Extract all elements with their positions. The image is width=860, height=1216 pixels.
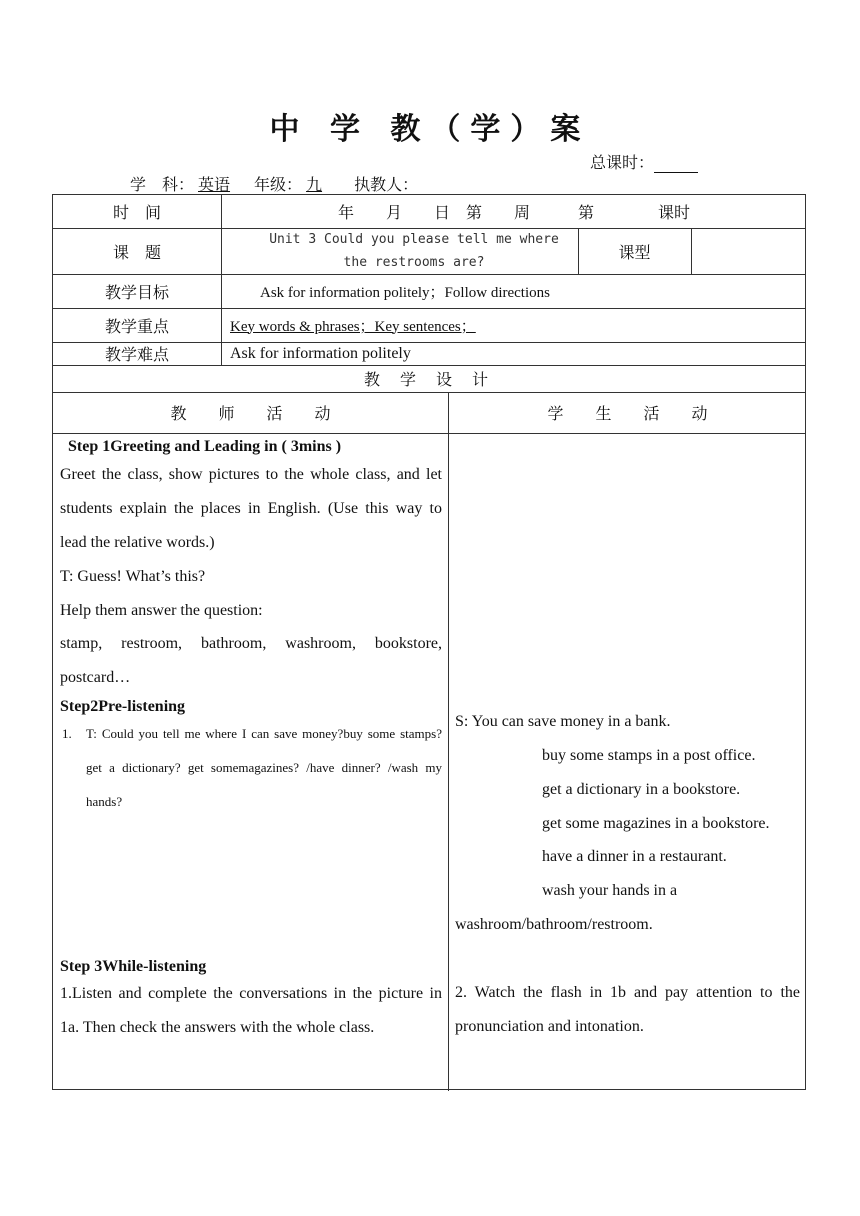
info-line [130, 172, 522, 195]
step2-paragraph: T: Could you tell me where I can save money?buy some stamps? get a dictionary? get somemagazines? /have dinner? /wash my hands? [86, 726, 442, 809]
step3-paragraph: 1.Listen and complete the conversations in the picture in 1a. Then check the answers with the whole class. [60, 985, 442, 1036]
grade-label: 年级： [254, 177, 303, 194]
student-answer: S: You can save money in a bank. [455, 713, 671, 730]
topic-label: 课 题 [112, 244, 161, 262]
step3-title: Step 3While-listening [60, 958, 207, 975]
student-answer: washroom/bathroom/restroom. [455, 916, 653, 933]
difficult-value: Ask for information politely [230, 344, 411, 362]
row-divider [53, 433, 805, 434]
key-value: Key words & phrases；Key sentences； [230, 318, 476, 335]
student-column-header: 学 生 活 动 [547, 406, 708, 423]
student-answer: get a dictionary in a bookstore. [542, 781, 741, 798]
time-label: 时 间 [112, 205, 161, 222]
design-header: 教 学 设 计 [363, 372, 496, 389]
step1-paragraph: Greet the class, show pictures to the whole class, and let students explain the places in English. (Use this way to lead the relative words.) [60, 466, 442, 551]
step1-question: T: Guess! What’s this? [60, 568, 206, 585]
difficult-label: 教学难点 [104, 347, 169, 364]
step2-title: Step2Pre-listening [60, 698, 186, 715]
col-divider [691, 228, 692, 274]
grade-value: 九 [306, 177, 323, 194]
step2-number: 1. [62, 726, 72, 741]
student-activity-2: 2. Watch the flash in 1b and pay attention to the pronunciation and intonation. [455, 984, 800, 1035]
time-value: 年 月 日 第 周 第 课时 [337, 205, 690, 222]
lesson-plan-table [52, 194, 806, 1090]
teacher-blank [418, 180, 522, 195]
goal-label: 教学目标 [104, 284, 169, 302]
step1-instruction: Help them answer the question: [60, 602, 263, 619]
step1-vocabulary: stamp, restroom, bathroom, washroom, bookstore, postcard… [60, 635, 442, 686]
col-divider [448, 392, 449, 1091]
student-answer: get some magazines in a bookstore. [542, 815, 770, 832]
key-label: 教学重点 [104, 318, 169, 336]
goal-value: Ask for information politely；Follow directions [260, 284, 550, 301]
total-lessons-blank [654, 158, 698, 173]
total-lessons-label: 总课时： [590, 155, 655, 172]
step1-title: Step 1Greeting and Leading in ( 3mins ) [68, 438, 342, 455]
student-answer: have a dinner in a restaurant. [542, 848, 727, 865]
document-title: 中 学 教（学）案 [269, 112, 591, 147]
teacher-label: 执教人： [354, 177, 419, 194]
student-answer: buy some stamps in a post office. [542, 747, 756, 764]
student-answer: wash your hands in a [542, 882, 678, 899]
subject-label: 学 科： [130, 177, 195, 194]
type-label: 课型 [618, 244, 651, 262]
topic-value: Unit 3 Could you please tell me where the restrooms are? [269, 232, 559, 270]
teacher-column-header: 教 师 活 动 [170, 406, 331, 423]
total-lessons [590, 150, 698, 173]
subject-value: 英语 [198, 177, 231, 194]
